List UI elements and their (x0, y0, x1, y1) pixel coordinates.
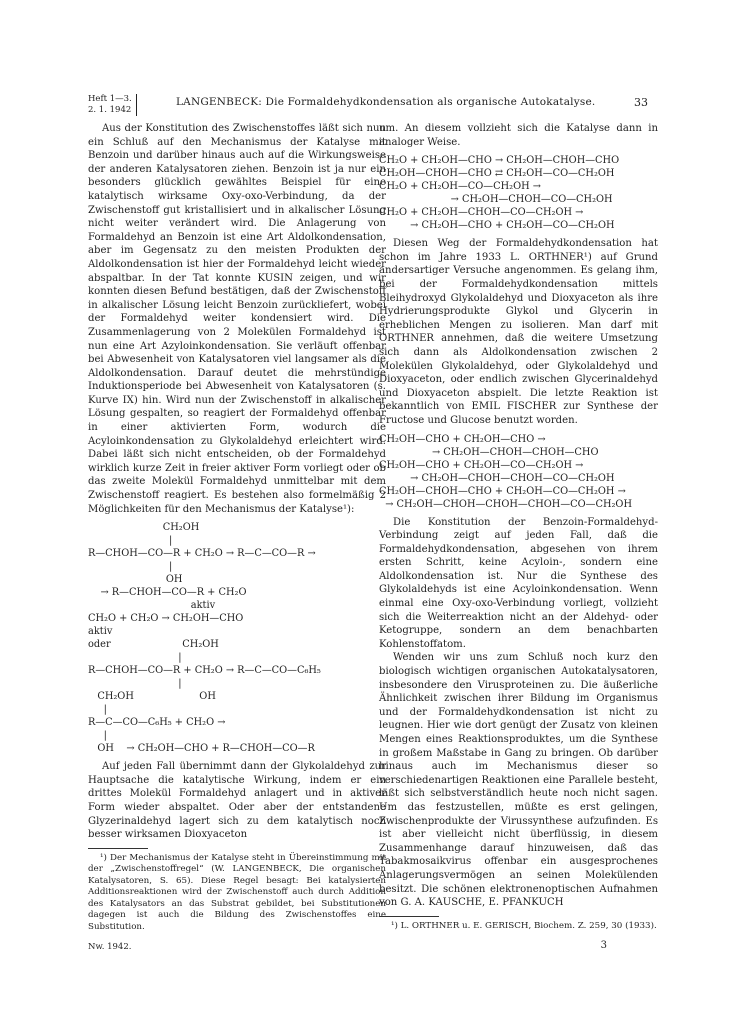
formula-line: → CH₂OH—CHOH—CHOH—CHO (379, 446, 599, 458)
issue-number: Heft 1—3. (88, 94, 132, 104)
formula-line: OH (88, 574, 183, 586)
formula-line: OH → CH₂OH—CHO + R—CHOH—CO—R (88, 743, 315, 755)
footnote-divider (88, 848, 148, 849)
formula-line: CH₂OH—CHO + CH₂OH—CO—CH₂OH → (379, 459, 584, 471)
formula-line: | (88, 535, 173, 547)
formula-line: aktiv (88, 626, 113, 638)
formula-line: CH₂OH—CHO + CH₂OH—CHO → (379, 433, 546, 445)
footnote-text: ¹) L. ORTHNER u. E. GERISCH, Biochem. Z. 259, 30 (1933). (391, 920, 657, 931)
formula-line: | (88, 730, 107, 742)
formula-line: CH₂OH—CHOH—CHO ⇄ CH₂OH—CO—CH₂OH (379, 168, 615, 180)
formula-line: CH₂O + CH₂O → CH₂OH—CHO (88, 613, 244, 625)
page-number: 33 (634, 96, 648, 109)
reaction-scheme (379, 154, 658, 232)
formula-line: R—CHOH—CO—R + CH₂O → R—C—CO—R → (88, 548, 316, 560)
issue-date: 2. 1. 1942 (88, 105, 132, 115)
issue-info (88, 94, 137, 116)
formula-line: CH₂O + CH₂OH—CHOH—CO—CH₂OH → (379, 207, 584, 219)
paragraph: Auf jeden Fall übernimmt dann der Glykolaldehyd zur Hauptsache die katalytische Wirkung, indem er ein drittes Molekül Formaldehyd anlagert und in aktiver Form wieder abspaltet. Oder aber der entstandene Glyzerinaldehyd lagert sich zu dem katalytisch noch besser wirksamen Dioxyaceton (88, 761, 386, 841)
right-column (379, 122, 658, 932)
formula-line: CH₂OH OH (88, 691, 216, 703)
formula-line: CH₂O + CH₂OH—CO—CH₂OH → (379, 181, 541, 193)
paragraph: Aus der Konstitution des Zwischenstoffes läßt sich nun ein Schluß auf den Mechanismus der Katalyse mit Benzoin und darüber hinaus auch auf die Wirkungsweise der anderen Katalysatoren ziehen. Benzoin ist ja nur ein besonders glücklich gewähltes Beispiel für eine katalytisch wirksame Oxy-oxo-Verbindung, da der Zwischenstoff gut kristallisiert und in alkalischer Lösung nicht weiter verändert wird. Die Anlagerung von Formaldehyd an Benzoin ist eine Art Aldolkondensation, aber im Gegensatz zu den meisten Produkten der Aldolkondensation ist hier der Formaldehyd leicht wieder abspaltbar. In der Tat konnte KUSIN zeigen, und wir konnten diesen Befund bestätigen, daß der Zwischenstoff in alkalischer Lösung leicht Benzoin zurückliefert, wobei der Formaldehyd weiter kondensiert wird. Die Zusammenlagerung von 2 Molekülen Formaldehyd ist nun eine Art Azyloinkondensation. Sie verläuft offenbar bei Abwesenheit von Katalysatoren viel langsamer als die Aldolkondensation. Darauf deutet die mehrstündige Induktionsperiode bei Abwesenheit von Katalysatoren (s. Kurve IX) hin. Wird nun der Zwischenstoff in alkalischer Lösung gespalten, so reagiert der Formaldehyd offenbar in einer aktivierten Form, wodurch die Acyloinkondensation zu Glykolaldehyd erleichtert wird. Dabei läßt sich nicht entscheiden, ob der Formaldehyd wirklich kurze Zeit in freier aktiver Form vorliegt oder ob das zweite Molekül Formaldehyd unmittelbar mit dem Zwischenstoff reagiert. Es bestehen also formelmäßig 2 Möglichkeiten für den Mechanismus der Katalyse¹): (88, 123, 386, 515)
formula-line: → CH₂OH—CHOH—CHOH—CO—CH₂OH (379, 472, 615, 484)
formula-line: CH₂OH—CHOH—CHO + CH₂OH—CO—CH₂OH → (379, 485, 626, 497)
reaction-scheme (88, 521, 386, 755)
paragraph: Diesen Weg der Formaldehydkondensation hat schon im Jahre 1933 L. ORTHNER¹) auf Grund andersartiger Versuche angenommen. Es gelang ihm, bei der Formaldehydkondensation mittels Bleihydroxyd Glykolaldehyd und Dioxyaceton als ihre Hydrierungsprodukte Glykol und Glycerin in erheblichen Mengen zu isolieren. Man darf mit ORTHNER annehmen, daß die weitere Umsetzung sich dann als Aldolkondensation zwischen 2 Molekülen Glykolaldehyd, oder Glykolaldehyd und Dioxyaceton, oder endlich zwischen Glycerinaldehyd und Dioxyaceton abspielt. Die letzte Reaktion ist bekanntlich von EMIL FISCHER zur Synthese der Fructose und Glucose benutzt worden. (379, 238, 658, 426)
formula-line: → CH₂OH—CHOH—CHOH—CHOH—CO—CH₂OH (379, 498, 632, 510)
formula-line: | (88, 561, 173, 573)
footnote-divider (379, 916, 439, 917)
formula-line: oder CH₂OH (88, 639, 219, 651)
left-column (88, 122, 386, 933)
formula-line: CH₂OH (88, 522, 200, 534)
paragraph: Wenden wir uns zum Schluß noch kurz den biologisch wichtigen organischen Autokatalysatoren, insbesondere den Virusproteinen zu. Die äußerliche Ähnlichkeit zwischen ihrer Bildung im Organismus und der Formaldehydkondensation ist nicht zu leugnen. Hier wie dort genügt der Zusatz von kleinen Mengen eines Reaktionsproduktes, um die Synthese in großem Maßstabe in Gang zu bringen. Ob darüber hinaus auch im Mechanismus dieser so verschiedenartigen Reaktionen eine Parallele besteht, läßt sich selbstverständlich heute noch nicht sagen. Um das festzustellen, müßte es erst gelingen, Zwischenprodukte der Virussynthese aufzufinden. Es ist aber vielleicht nicht überflüssig, in diesem Zusammenhange darauf hinzuweisen, daß das Tabakmosaikvirus offenbar ein ausgesprochenes Anlagerungsvermögen an seinen Molekülenden besitzt. Die schönen elektronenoptischen Aufnahmen von G. A. KAUSCHE, E. PFANKUCH (379, 652, 658, 909)
formula-line: | (88, 678, 182, 690)
journal-signature: Nw. 1942. (88, 942, 132, 952)
formula-line: | (88, 652, 182, 664)
formula-line: R—C—CO—C₆H₅ + CH₂O → (88, 717, 226, 729)
footnote (88, 853, 386, 934)
formula-line: → R—CHOH—CO—R + CH₂O (88, 587, 247, 599)
formula-line: → CH₂OH—CHO + CH₂OH—CO—CH₂OH (379, 220, 615, 232)
formula-line: CH₂O + CH₂OH—CHO → CH₂OH—CHOH—CHO (379, 155, 620, 167)
reaction-scheme (379, 433, 658, 511)
sheet-number: 3 (600, 940, 607, 951)
running-title: LANGENBECK: Die Formaldehydkondensation als organische Autokatalyse. (176, 96, 596, 108)
formula-line: aktiv (88, 600, 216, 612)
paragraph: um. An diesem vollzieht sich die Katalyse dann in analoger Weise. (379, 123, 658, 148)
paragraph: Die Konstitution der Benzoin-Formaldehyd-Verbindung zeigt auf jeden Fall, daß die Formaldehydkondensation, abgesehen von ihrem ersten Schritt, keine Acyloin-, sondern eine Aldolkondensation ist. Nur die Synthese des Glykolaldehyds ist eine Acyloinkondensation. Wenn einmal eine Oxy-oxo-Verbindung vorliegt, vollzieht sich die Weiterreaktion nicht an der Aldehyd- oder Ketogruppe, sondern an dem benachbarten Kohlenstoffatom. (379, 516, 658, 650)
formula-line: R—CHOH—CO—R + CH₂O → R—C—CO—C₆H₅ (88, 665, 321, 677)
footnote (379, 921, 658, 933)
formula-line: | (88, 704, 107, 716)
formula-line: → CH₂OH—CHOH—CO—CH₂OH (379, 194, 613, 206)
footnote-text: ¹) Der Mechanismus der Katalyse steht in Übereinstimmung mit der „Zwischenstoffregel“ (W. LANGENBECK, Die organischen Katalysatoren, S. 65). Diese Regel besagt: Bei katalysierten Additionsreaktionen wird der Zwischenstoff auch durch Addition des Katalysators an das Substrat gebildet, bei Substitutionen dagegen ist auch die Bildung des Zwischenstoffes eine Substitution. (88, 852, 386, 932)
